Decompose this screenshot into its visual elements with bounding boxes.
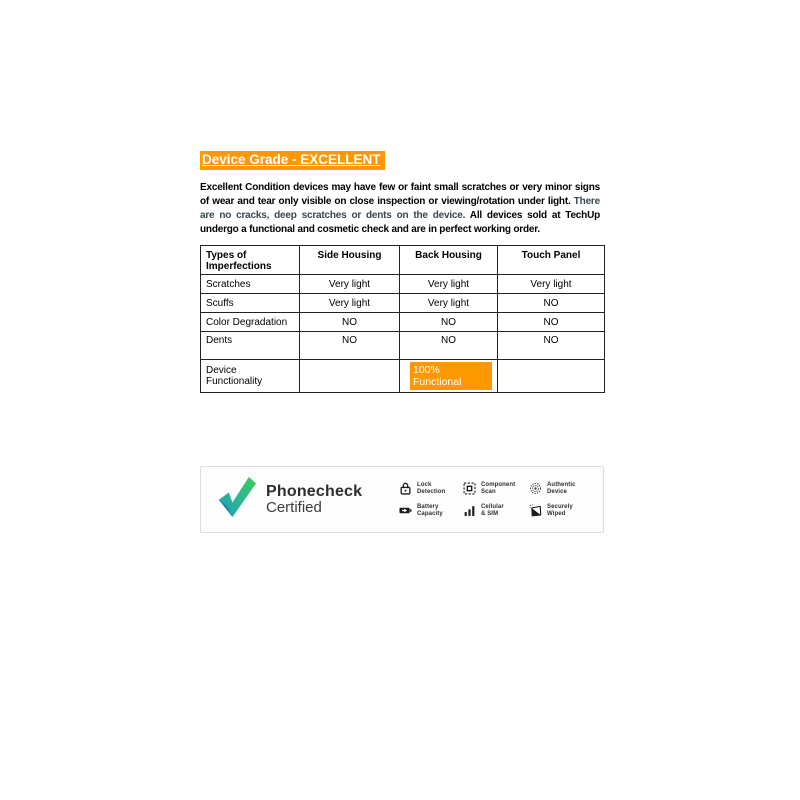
brand-name: Phonecheck [266, 482, 363, 500]
row-label: Scuffs [201, 294, 300, 313]
cell-value: Very light [400, 294, 498, 313]
cell-value [498, 360, 605, 393]
brand-text [266, 484, 362, 516]
row-label: Device Functionality [201, 360, 300, 393]
lock-icon [399, 482, 412, 495]
table-row [201, 313, 605, 332]
feature-battery-capacity [399, 504, 461, 517]
feature-label: Cellular & SIM [481, 504, 504, 517]
imperfections-table [200, 245, 605, 393]
brand-subtitle: Certified [266, 498, 322, 516]
phonecheck-checkmark-icon [217, 474, 257, 525]
feature-label: Battery Capacity [417, 504, 443, 517]
header-side-housing: Side Housing [300, 246, 400, 275]
cell-value: Very light [400, 275, 498, 294]
cell-value: NO [400, 313, 498, 332]
feature-cellular-sim [463, 504, 527, 517]
cell-value [400, 360, 498, 393]
description-sentence-2: There are no cracks, deep scratches or dents on the device. [200, 196, 600, 221]
authentic-device-icon [529, 482, 542, 495]
table-row [201, 360, 605, 393]
feature-lock-detection [399, 482, 461, 495]
description-paragraph [200, 181, 600, 237]
certification-features [399, 482, 591, 517]
page-title: Device Grade - EXCELLENT [200, 151, 385, 170]
cell-value: NO [498, 294, 605, 313]
component-scan-icon [463, 482, 476, 495]
header-touch-panel: Touch Panel [498, 246, 605, 275]
feature-component-scan [463, 482, 527, 495]
row-label: Scratches [201, 275, 300, 294]
cell-value: Very light [300, 275, 400, 294]
functional-status-badge: 100% Functional [410, 362, 492, 390]
cell-value: NO [498, 313, 605, 332]
phonecheck-logo-group [217, 474, 362, 525]
feature-label: Securely Wiped [547, 504, 573, 517]
cell-value [300, 360, 400, 393]
feature-label: Authentic Device [547, 482, 576, 495]
document-content [200, 151, 606, 533]
description-sentence-1: Excellent Condition devices may have few or faint small scratches or very minor signs of wear and tear only visible on close inspection or viewing/rotation under light. [200, 182, 600, 207]
securely-wiped-icon [529, 504, 542, 517]
cellular-sim-icon [463, 504, 476, 517]
phonecheck-certified-badge [200, 466, 604, 533]
table-header-row [201, 246, 605, 275]
feature-securely-wiped [529, 504, 591, 517]
cell-value: Very light [300, 294, 400, 313]
cell-value: NO [300, 332, 400, 360]
feature-label: Component Scan [481, 482, 516, 495]
cell-value: NO [498, 332, 605, 360]
table-row [201, 294, 605, 313]
description-sentence-3: All devices sold at TechUp undergo a functional and cosmetic check and are in perfect working order. [200, 210, 601, 235]
header-back-housing: Back Housing [400, 246, 498, 275]
feature-authentic-device [529, 482, 591, 495]
table-row [201, 332, 605, 360]
cell-value: NO [400, 332, 498, 360]
table-row [201, 275, 605, 294]
row-label: Dents [201, 332, 300, 360]
feature-label: Lock Detection [417, 482, 446, 495]
cell-value: Very light [498, 275, 605, 294]
battery-capacity-icon [399, 504, 412, 517]
header-types-of-imperfections: Types of Imperfections [201, 246, 300, 275]
row-label: Color Degradation [201, 313, 300, 332]
cell-value: NO [300, 313, 400, 332]
